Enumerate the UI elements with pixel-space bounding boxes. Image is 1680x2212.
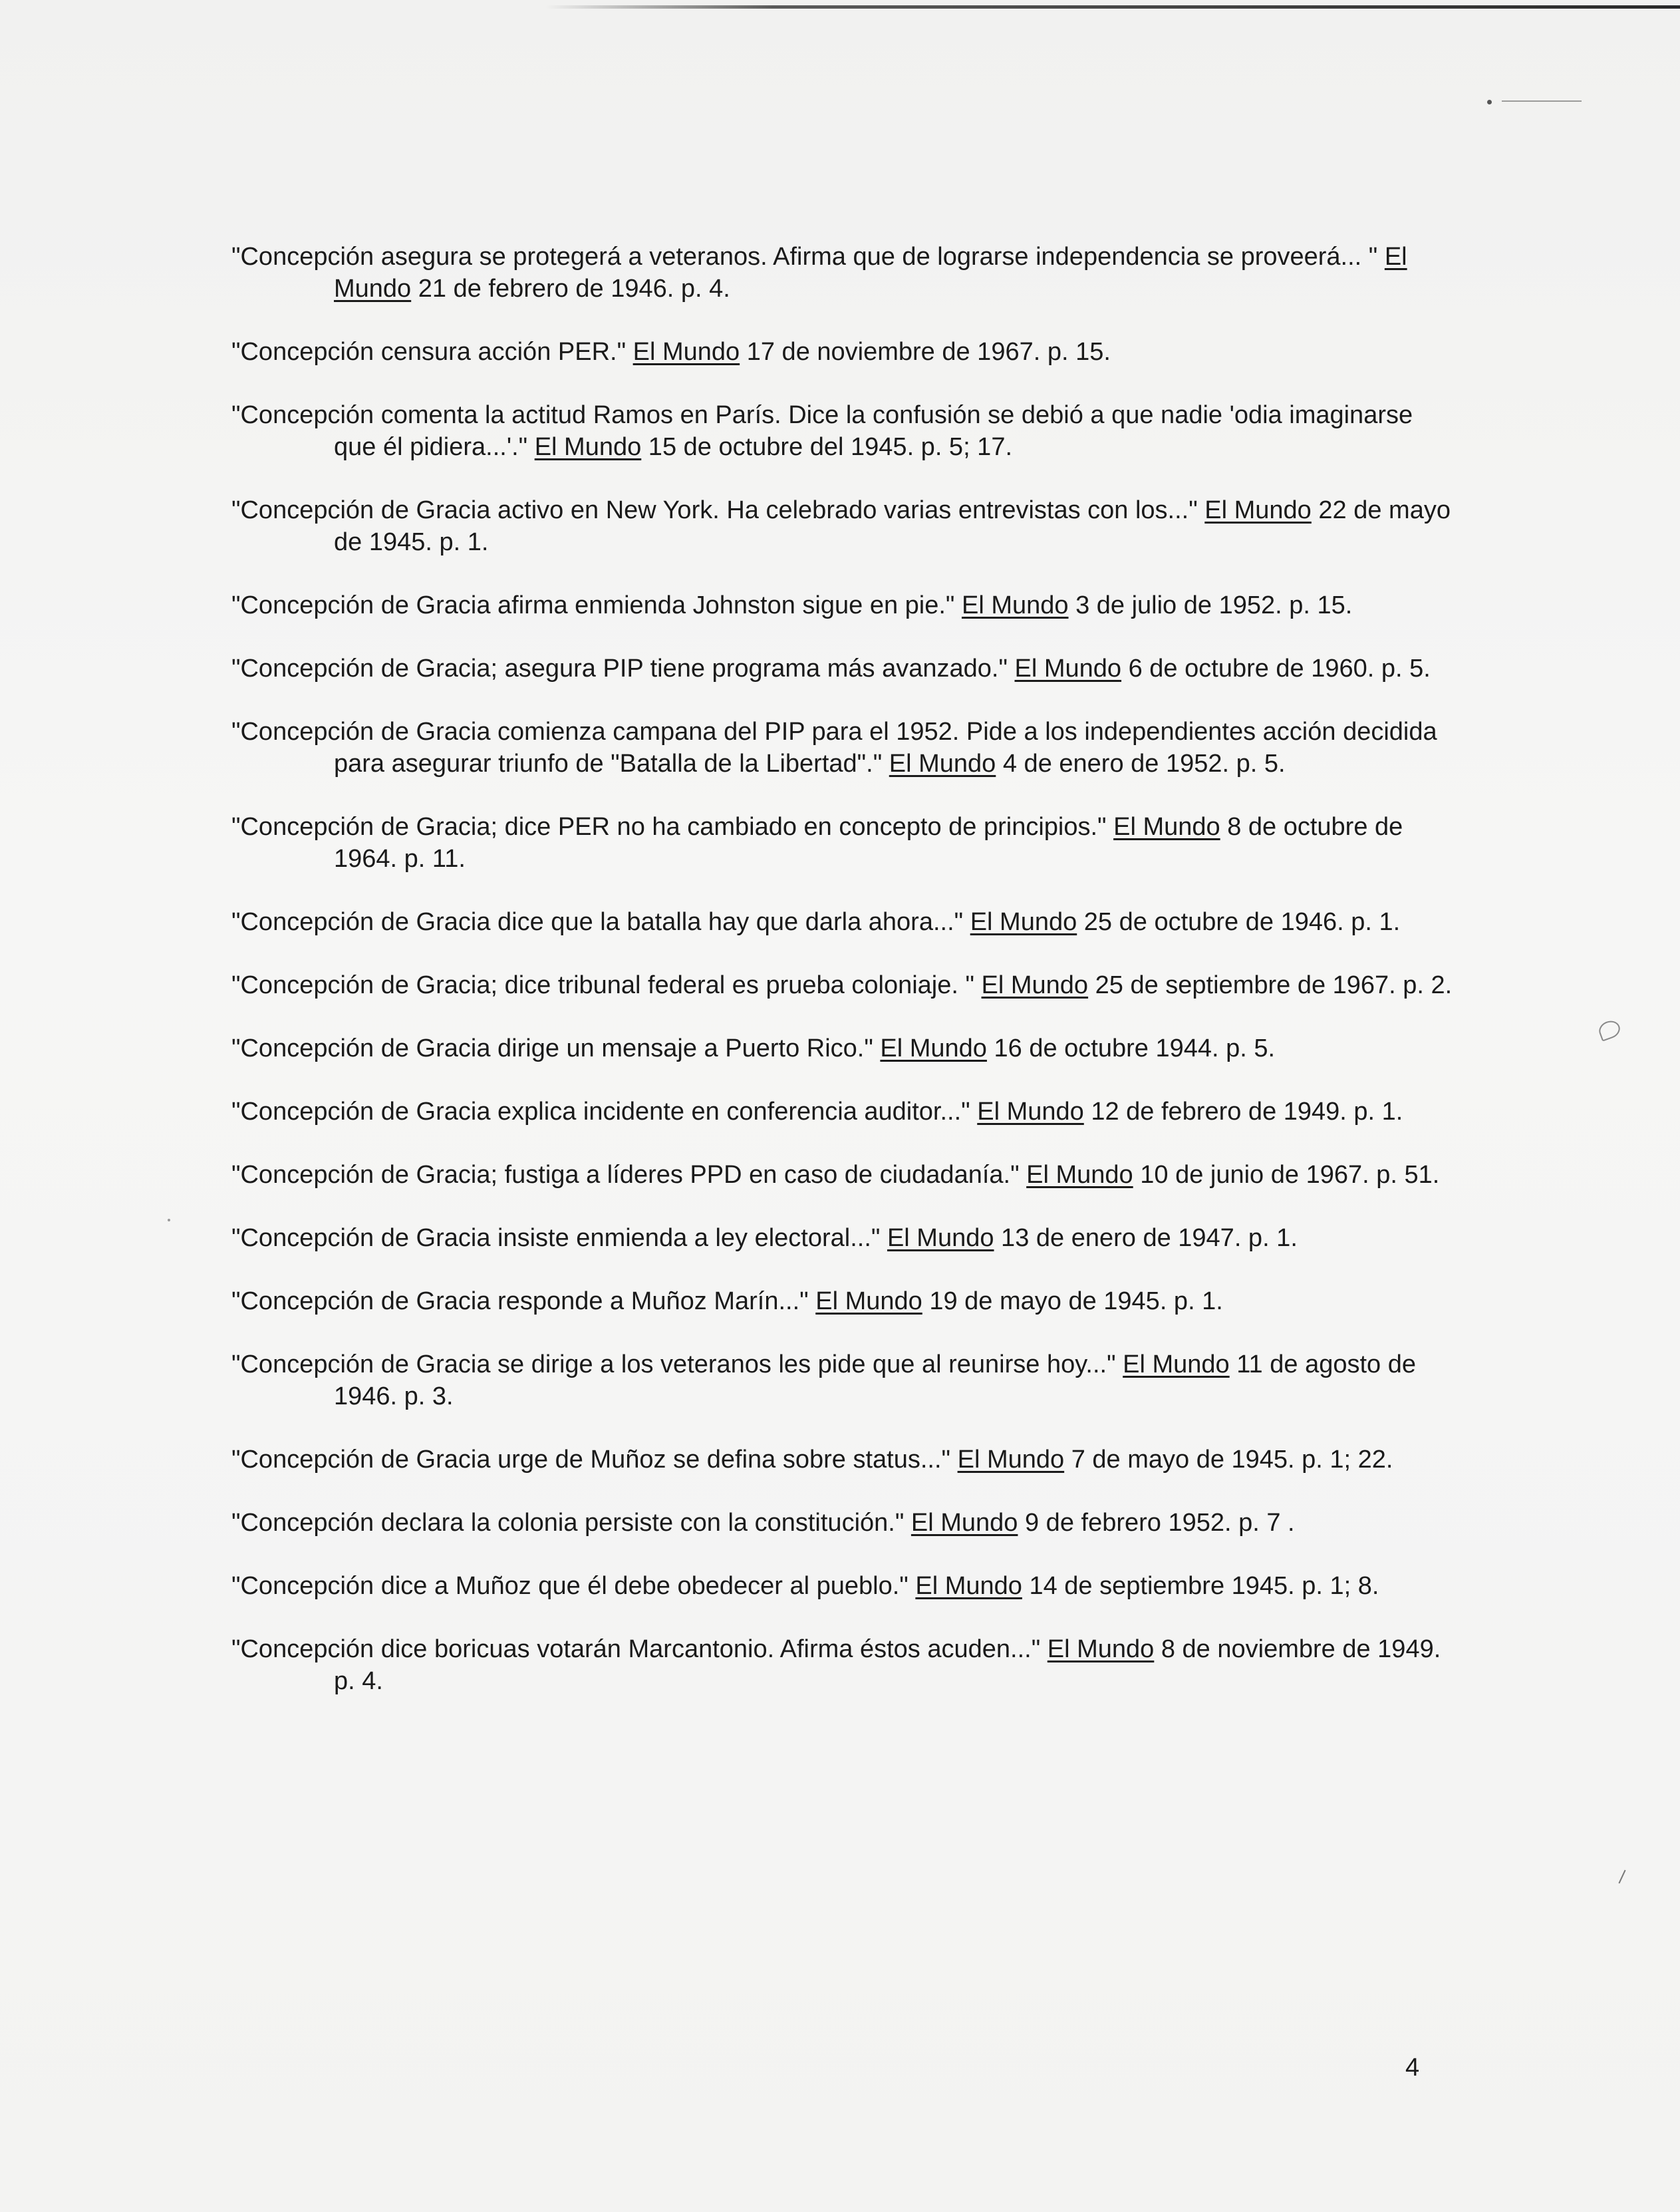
entry-title: "Concepción de Gracia activo en New York. Ha celebrado varias entrevistas con los..." xyxy=(231,496,1205,524)
publication-name: El Mundo xyxy=(961,591,1069,619)
entry-title: "Concepción de Gracia responde a Muñoz Marín..." xyxy=(231,1287,816,1315)
bibliography-entry xyxy=(231,969,1455,1001)
bibliography-entry xyxy=(231,1570,1455,1602)
entry-title: "Concepción comenta la actitud Ramos en París. Dice la confusión se debió a que nadie 'odia imaginarse que él pidiera...'." xyxy=(231,401,1413,461)
entry-title: "Concepción de Gracia afirma enmienda Johnston sigue en pie." xyxy=(231,591,962,619)
bibliography-entry xyxy=(231,1444,1455,1476)
entry-citation: 6 de octubre de 1960. p. 5. xyxy=(1121,655,1431,683)
entry-title: "Concepción de Gracia dirige un mensaje a Puerto Rico." xyxy=(231,1034,881,1062)
entry-title: "Concepción de Gracia urge de Muñoz se defina sobre status..." xyxy=(231,1446,958,1474)
entry-citation: 8 de octubre de 1964. p. 11. xyxy=(334,813,1403,873)
bibliography-entry xyxy=(231,1096,1455,1128)
bibliography-entry xyxy=(231,589,1455,621)
publication-name: El Mundo xyxy=(977,1098,1084,1126)
entry-title: "Concepción de Gracia insiste enmienda a ley electoral..." xyxy=(231,1224,887,1252)
page-number: 4 xyxy=(1405,2054,1420,2082)
entry-title: "Concepción de Gracia; fustiga a líderes PPD en caso de ciudadanía." xyxy=(231,1161,1027,1189)
entry-title: "Concepción de Gracia; dice tribunal federal es prueba coloniaje. " xyxy=(231,971,982,999)
entry-title: "Concepción censura acción PER." xyxy=(231,338,633,366)
pencil-tick xyxy=(1618,1870,1625,1884)
bibliography-entry xyxy=(231,716,1455,780)
entry-title: "Concepción de Gracia comienza campana del PIP para el 1952. Pide a los independientes acción decidida para asegurar triunfo de "Batalla de la Libertad"." xyxy=(231,718,1437,778)
entry-citation: 9 de febrero 1952. p. 7 . xyxy=(1018,1509,1295,1537)
entry-citation: 17 de noviembre de 1967. p. 15. xyxy=(740,338,1111,366)
publication-name: El Mundo xyxy=(1204,496,1312,524)
publication-name: El Mundo xyxy=(815,1287,922,1315)
bibliography-entry xyxy=(231,1032,1455,1064)
entry-title: "Concepción dice boricuas votarán Marcantonio. Afirma éstos acuden..." xyxy=(231,1635,1048,1663)
publication-name: El Mundo xyxy=(534,433,642,461)
entry-citation: 25 de septiembre de 1967. p. 2. xyxy=(1088,971,1453,999)
bibliography-entry xyxy=(231,1222,1455,1254)
scan-speck xyxy=(1487,100,1492,104)
entry-title: "Concepción dice a Muñoz que él debe obedecer al pueblo." xyxy=(231,1572,916,1600)
publication-name: El Mundo xyxy=(632,338,740,366)
bibliography-entry xyxy=(231,811,1455,875)
publication-name: El Mundo xyxy=(889,750,996,778)
entry-citation: 15 de octubre del 1945. p. 5; 17. xyxy=(641,433,1013,461)
publication-name: El Mundo xyxy=(957,1446,1065,1474)
bibliography-entry xyxy=(231,241,1455,305)
pencil-mark xyxy=(1597,1018,1623,1041)
bibliography-entry xyxy=(231,1159,1455,1191)
entry-citation: 22 de mayo de 1945. p. 1. xyxy=(334,496,1451,556)
bibliography-entry xyxy=(231,1285,1455,1317)
publication-name: El Mundo xyxy=(887,1224,994,1252)
entry-citation: 13 de enero de 1947. p. 1. xyxy=(994,1224,1298,1252)
entry-citation: 11 de agosto de 1946. p. 3. xyxy=(334,1350,1416,1410)
bibliography-entry xyxy=(231,1633,1455,1697)
entry-title: "Concepción declara la colonia persiste con la constitución." xyxy=(231,1509,911,1537)
entry-citation: 8 de noviembre de 1949. p. 4. xyxy=(334,1635,1441,1695)
entry-citation: 16 de octubre 1944. p. 5. xyxy=(986,1034,1276,1062)
entry-citation: 25 de octubre de 1946. p. 1. xyxy=(1077,908,1401,936)
publication-name: El Mundo xyxy=(970,908,1077,936)
entry-title: "Concepción de Gracia dice que la batalla hay que darla ahora..." xyxy=(231,908,970,936)
entry-title: "Concepción de Gracia explica incidente en conferencia auditor..." xyxy=(231,1098,978,1126)
bibliography-entry xyxy=(231,906,1455,938)
entry-title: "Concepción de Gracia se dirige a los veteranos les pide que al reunirse hoy..." xyxy=(231,1350,1123,1378)
entry-citation: 3 de julio de 1952. p. 15. xyxy=(1068,591,1353,619)
publication-name: El Mundo xyxy=(334,243,1407,303)
publication-name: El Mundo xyxy=(915,1572,1022,1600)
entry-title: "Concepción de Gracia; dice PER no ha cambiado en concepto de principios." xyxy=(231,813,1114,841)
publication-name: El Mundo xyxy=(910,1509,1018,1537)
entry-citation: 21 de febrero de 1946. p. 4. xyxy=(411,275,730,303)
publication-name: El Mundo xyxy=(1014,655,1122,683)
entry-citation: 19 de mayo de 1945. p. 1. xyxy=(922,1287,1223,1315)
scan-mark xyxy=(1502,100,1582,102)
bibliography-entry xyxy=(231,1348,1455,1412)
publication-name: El Mundo xyxy=(1113,813,1220,841)
publication-name: El Mundo xyxy=(1047,1635,1155,1663)
bibliography-list xyxy=(231,241,1455,1728)
entry-citation: 14 de septiembre 1945. p. 1; 8. xyxy=(1022,1572,1379,1600)
bibliography-entry xyxy=(231,336,1455,368)
entry-title: "Concepción asegura se protegerá a veteranos. Afirma que de lograrse independencia se proveerá... " xyxy=(231,243,1385,271)
bibliography-entry xyxy=(231,653,1455,685)
entry-citation: 7 de mayo de 1945. p. 1; 22. xyxy=(1064,1446,1393,1474)
entry-title: "Concepción de Gracia; asegura PIP tiene programa más avanzado." xyxy=(231,655,1015,683)
bibliography-entry xyxy=(231,1507,1455,1539)
publication-name: El Mundo xyxy=(1123,1350,1230,1378)
scan-speck xyxy=(168,1219,170,1221)
entry-citation: 12 de febrero de 1949. p. 1. xyxy=(1083,1098,1403,1126)
publication-name: El Mundo xyxy=(981,971,1089,999)
publication-name: El Mundo xyxy=(880,1034,987,1062)
entry-citation: 4 de enero de 1952. p. 5. xyxy=(996,750,1286,778)
publication-name: El Mundo xyxy=(1026,1161,1133,1189)
bibliography-entry xyxy=(231,494,1455,558)
scan-edge-line xyxy=(545,5,1680,9)
bibliography-entry xyxy=(231,399,1455,463)
entry-citation: 10 de junio de 1967. p. 51. xyxy=(1133,1161,1440,1189)
